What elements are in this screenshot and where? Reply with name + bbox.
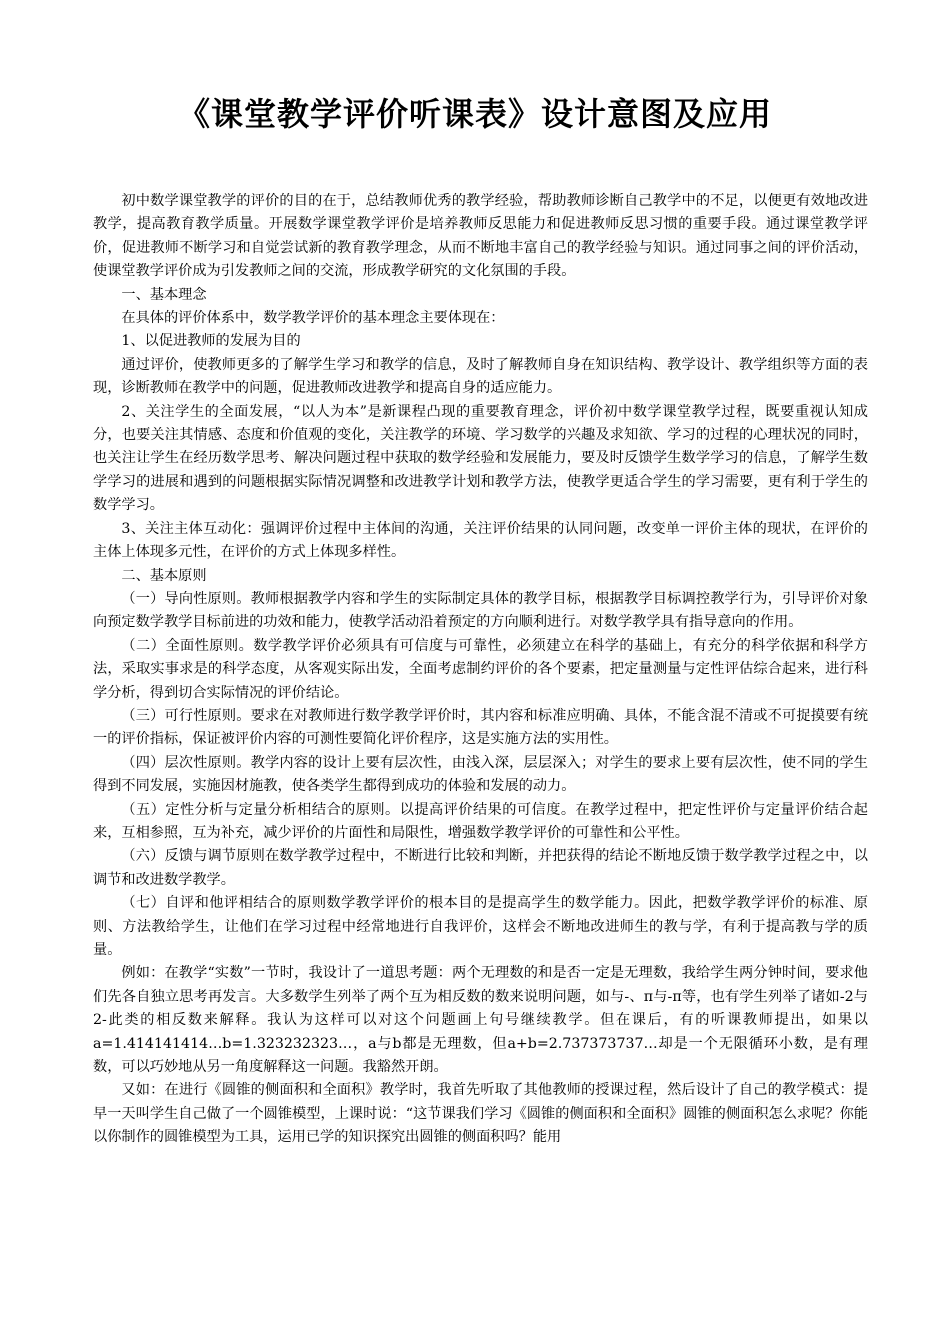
paragraph: 在具体的评价体系中，数学教学评价的基本理念主要体现在：: [121, 310, 505, 327]
paragraph: （四）层次性原则。教学内容的设计上要有层次性，由浅入深，层层深入；对学生的要求上要有层次性，使不同的学生得到不同发展，实施因材施教，使各类学生都得到成功的体验和发展的动力。: [93, 754, 868, 795]
paragraph: （五）定性分析与定量分析相结合的原则。以提高评价结果的可信度。在教学过程中，把定性评价与定量评价结合起来，互相参照，互为补充，减少评价的片面性和局限性，增强数学教学评价的可靠性和公平性。: [93, 801, 868, 841]
document-title: 《课堂教学评价听课表》设计意图及应用: [177, 95, 772, 133]
subheading: 1、以促进教师的发展为目的: [121, 333, 301, 350]
paragraph-example: 例如：在教学“实数”一节时，我设计了一道思考题：两个无理数的和是否一定是无理数，我给学生两分钟时间，要求他们先各自独立思考再发言。大多数学生列举了两个互为相反数的数来说明问题，如与-、π与-π等，也有学生列举了诸如-2与2-此类的相反数来解释。我认为这样可以对这个问题画上句号继续教学。但在课后，有的听课教师提出，如果以a=1.414141414…b=1.323232323…，a与b都是无理数，但a+b=2.737373737…却是一个无限循环小数，是有理数，可以巧妙地从另一角度解释这一问题。我豁然开朗。: [93, 965, 868, 1076]
paragraph-example: 又如：在进行《圆锥的侧面积和全面积》教学时，我首先听取了其他教师的授课过程，然后设计了自己的教学模式：提早一天叫学生自己做了一个圆锥模型，上课时说：“这节课我们学习《圆锥的侧面积和全面积》圆锥的侧面积怎么求呢？你能以你制作的圆锥模型为工具，运用已学的知识探究出圆锥的侧面积吗？能用: [93, 1082, 868, 1146]
paragraph: （二）全面性原则。数学教学评价必须具有可信度与可靠性，必须建立在科学的基础上，有充分的科学依据和科学方法，采取实事求是的科学态度，从客观实际出发，全面考虑制约评价的各个要素，把定量测量与定性评估综合起来，进行科学分析，得到切合实际情况的评价结论。: [93, 637, 868, 701]
paragraph: （七）自评和他评相结合的原则数学教学评价的根本目的是提高学生的数学能力。因此，把数学教学评价的标准、原则、方法教给学生，让他们在学习过程中经常地进行自我评价，这样会不断地改进师生的教与学，有利于提高教与学的质量。: [93, 895, 868, 958]
paragraph: 2、关注学生的全面发展，“以人为本”是新课程凸现的重要教育理念，评价初中数学课堂教学过程，既要重视认知成分，也要关注其情感、态度和价值观的变化，关注教学的环境、学习数学的兴趣及求知欲、学习的过程的心理状况的同时，也关注让学生在经历数学思考、解决问题过程中获取的数学经验和发展能力，要及时反馈学生数学学习的信息，了解学生数学学习的进展和遇到的问题根据实际情况调整和改进教学计划和教学方法，使教学更适合学生的学习需要，更有利于学生的数学学习。: [93, 403, 868, 514]
paragraph-intro: 初中数学课堂教学的评价的目的在于，总结教师优秀的教学经验，帮助教师诊断自己教学中的不足，以便更有效地改进教学，提高教育教学质量。开展数学课堂教学评价是培养教师反思能力和促进教师反思习惯的重要手段。通过课堂教学评价，促进教师不断学习和自觉尝试新的教育教学理念，从而不断地丰富自己的教学经验与知识。通过同事之间的评价活动，使课堂教学评价成为引发教师之间的交流，形成教学研究的文化氛围的手段。: [93, 193, 868, 280]
paragraph: 通过评价，使教师更多的了解学生学习和教学的信息，及时了解教师自身在知识结构、教学设计、教学组织等方面的表现，诊断教师在教学中的问题，促进教师改进教学和提高自身的适应能力。: [93, 356, 868, 397]
paragraph: 3、关注主体互动化：强调评价过程中主体间的沟通，关注评价结果的认同问题，改变单一评价主体的现状，在评价的主体上体现多元性，在评价的方式上体现多样性。: [93, 520, 868, 561]
document-body: [93, 190, 868, 1150]
section-heading-basic-concept: 一、基本理念: [121, 286, 207, 303]
section-heading-basic-principles: 二、基本原则: [121, 567, 207, 584]
paragraph: （六）反馈与调节原则在数学教学过程中，不断进行比较和判断，并把获得的结论不断地反馈于数学教学过程之中，以调节和改进数学教学。: [93, 848, 868, 888]
paragraph: （一）导向性原则。教师根据教学内容和学生的实际制定具体的教学目标，根据教学目标调控教学行为，引导评价对象向预定数学教学目标前进的功效和能力，使教学活动沿着预定的方向顺利进行。对数学教学具有指导意向的作用。: [93, 590, 868, 631]
paragraph: （三）可行性原则。要求在对教师进行数学教学评价时，其内容和标准应明确、具体，不能含混不清或不可捉摸要有统一的评价指标，保证被评价内容的可测性要简化评价程序，这是实施方法的实用性。: [93, 707, 868, 748]
